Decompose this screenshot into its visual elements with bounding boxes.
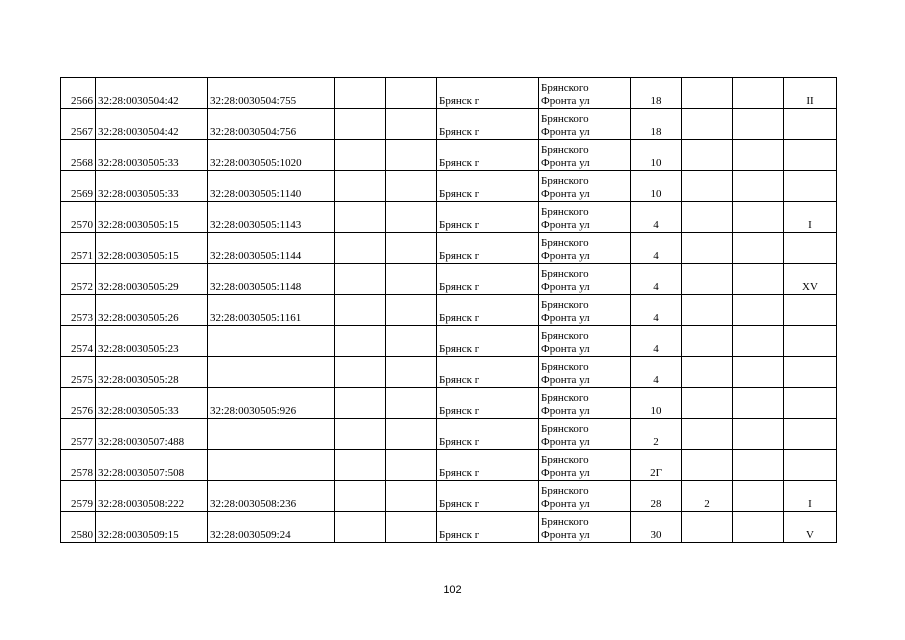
house-number-cell: 4 bbox=[631, 264, 682, 295]
street-line-2: Фронта ул bbox=[541, 281, 590, 293]
street-cell bbox=[539, 357, 631, 388]
letter-cell bbox=[784, 233, 837, 264]
street-line-2: Фронта ул bbox=[541, 498, 590, 510]
record-number-cell: 2566 bbox=[61, 78, 96, 109]
record-number-cell: 2575 bbox=[61, 357, 96, 388]
letter-cell bbox=[784, 450, 837, 481]
empty-cell bbox=[386, 109, 437, 140]
record-number-cell: 2579 bbox=[61, 481, 96, 512]
street-cell bbox=[539, 450, 631, 481]
empty-cell bbox=[386, 140, 437, 171]
street-cell bbox=[539, 295, 631, 326]
land-cadastral-number-cell: 32:28:0030505:33 bbox=[96, 388, 208, 419]
record-number-cell: 2580 bbox=[61, 512, 96, 543]
building-number-cell bbox=[682, 109, 733, 140]
building-number-cell bbox=[682, 295, 733, 326]
record-number-cell: 2567 bbox=[61, 109, 96, 140]
empty-cell bbox=[386, 512, 437, 543]
empty-cell bbox=[386, 357, 437, 388]
city-cell: Брянск г bbox=[437, 109, 539, 140]
building-cadastral-number-cell: 32:28:0030508:236 bbox=[208, 481, 335, 512]
city-cell: Брянск г bbox=[437, 140, 539, 171]
street-line-1: Брянского bbox=[541, 144, 589, 156]
land-cadastral-number-cell: 32:28:0030505:29 bbox=[96, 264, 208, 295]
letter-cell: II bbox=[784, 78, 837, 109]
empty-cell bbox=[733, 78, 784, 109]
empty-cell bbox=[335, 140, 386, 171]
record-number-cell: 2570 bbox=[61, 202, 96, 233]
letter-cell: I bbox=[784, 202, 837, 233]
street-line-2: Фронта ул bbox=[541, 405, 590, 417]
street-line-1: Брянского bbox=[541, 113, 589, 125]
land-cadastral-number-cell: 32:28:0030505:33 bbox=[96, 140, 208, 171]
street-line-2: Фронта ул bbox=[541, 374, 590, 386]
city-cell: Брянск г bbox=[437, 357, 539, 388]
table-row bbox=[61, 450, 837, 481]
empty-cell bbox=[335, 171, 386, 202]
empty-cell bbox=[733, 450, 784, 481]
land-cadastral-number-cell: 32:28:0030505:23 bbox=[96, 326, 208, 357]
record-number-cell: 2574 bbox=[61, 326, 96, 357]
house-number-cell: 10 bbox=[631, 388, 682, 419]
street-cell bbox=[539, 419, 631, 450]
record-number-cell: 2569 bbox=[61, 171, 96, 202]
street-cell bbox=[539, 264, 631, 295]
building-number-cell bbox=[682, 140, 733, 171]
building-number-cell bbox=[682, 78, 733, 109]
table-row bbox=[61, 481, 837, 512]
building-cadastral-number-cell: 32:28:0030505:1020 bbox=[208, 140, 335, 171]
land-cadastral-number-cell: 32:28:0030508:222 bbox=[96, 481, 208, 512]
street-line-2: Фронта ул bbox=[541, 467, 590, 479]
empty-cell bbox=[335, 450, 386, 481]
building-cadastral-number-cell: 32:28:0030505:926 bbox=[208, 388, 335, 419]
building-cadastral-number-cell bbox=[208, 326, 335, 357]
table-row bbox=[61, 264, 837, 295]
building-number-cell bbox=[682, 512, 733, 543]
letter-cell bbox=[784, 140, 837, 171]
empty-cell bbox=[335, 388, 386, 419]
city-cell: Брянск г bbox=[437, 419, 539, 450]
record-number-cell: 2568 bbox=[61, 140, 96, 171]
empty-cell bbox=[335, 233, 386, 264]
letter-cell bbox=[784, 171, 837, 202]
registry-table bbox=[60, 77, 837, 543]
empty-cell bbox=[733, 481, 784, 512]
street-line-2: Фронта ул bbox=[541, 529, 590, 541]
street-cell bbox=[539, 202, 631, 233]
record-number-cell: 2577 bbox=[61, 419, 96, 450]
empty-cell bbox=[335, 78, 386, 109]
land-cadastral-number-cell: 32:28:0030504:42 bbox=[96, 78, 208, 109]
city-cell: Брянск г bbox=[437, 450, 539, 481]
empty-cell bbox=[733, 388, 784, 419]
empty-cell bbox=[733, 233, 784, 264]
street-cell bbox=[539, 388, 631, 419]
table-row bbox=[61, 295, 837, 326]
building-cadastral-number-cell bbox=[208, 419, 335, 450]
letter-cell bbox=[784, 326, 837, 357]
street-line-1: Брянского bbox=[541, 423, 589, 435]
street-line-2: Фронта ул bbox=[541, 126, 590, 138]
house-number-cell: 4 bbox=[631, 295, 682, 326]
street-cell bbox=[539, 78, 631, 109]
letter-cell bbox=[784, 357, 837, 388]
street-line-2: Фронта ул bbox=[541, 157, 590, 169]
registry-body bbox=[61, 78, 837, 543]
empty-cell bbox=[386, 481, 437, 512]
city-cell: Брянск г bbox=[437, 481, 539, 512]
record-number-cell: 2576 bbox=[61, 388, 96, 419]
empty-cell bbox=[733, 419, 784, 450]
empty-cell bbox=[335, 481, 386, 512]
empty-cell bbox=[733, 326, 784, 357]
street-line-2: Фронта ул bbox=[541, 219, 590, 231]
empty-cell bbox=[386, 419, 437, 450]
city-cell: Брянск г bbox=[437, 202, 539, 233]
city-cell: Брянск г bbox=[437, 171, 539, 202]
building-number-cell bbox=[682, 326, 733, 357]
street-cell bbox=[539, 140, 631, 171]
empty-cell bbox=[386, 264, 437, 295]
city-cell: Брянск г bbox=[437, 78, 539, 109]
building-number-cell bbox=[682, 388, 733, 419]
record-number-cell: 2572 bbox=[61, 264, 96, 295]
empty-cell bbox=[733, 295, 784, 326]
street-cell bbox=[539, 512, 631, 543]
land-cadastral-number-cell: 32:28:0030505:26 bbox=[96, 295, 208, 326]
house-number-cell: 18 bbox=[631, 78, 682, 109]
house-number-cell: 4 bbox=[631, 202, 682, 233]
empty-cell bbox=[335, 295, 386, 326]
house-number-cell: 10 bbox=[631, 140, 682, 171]
letter-cell bbox=[784, 388, 837, 419]
table-row bbox=[61, 233, 837, 264]
street-cell bbox=[539, 109, 631, 140]
letter-cell bbox=[784, 109, 837, 140]
record-number-cell: 2573 bbox=[61, 295, 96, 326]
street-line-1: Брянского bbox=[541, 485, 589, 497]
street-line-1: Брянского bbox=[541, 206, 589, 218]
city-cell: Брянск г bbox=[437, 295, 539, 326]
street-line-2: Фронта ул bbox=[541, 343, 590, 355]
street-cell bbox=[539, 481, 631, 512]
table-row bbox=[61, 78, 837, 109]
land-cadastral-number-cell: 32:28:0030505:15 bbox=[96, 233, 208, 264]
building-cadastral-number-cell: 32:28:0030505:1161 bbox=[208, 295, 335, 326]
house-number-cell: 28 bbox=[631, 481, 682, 512]
empty-cell bbox=[335, 109, 386, 140]
street-line-2: Фронта ул bbox=[541, 188, 590, 200]
empty-cell bbox=[733, 109, 784, 140]
street-cell bbox=[539, 171, 631, 202]
empty-cell bbox=[733, 264, 784, 295]
building-number-cell bbox=[682, 419, 733, 450]
street-line-2: Фронта ул bbox=[541, 95, 590, 107]
building-number-cell bbox=[682, 202, 733, 233]
house-number-cell: 2 bbox=[631, 419, 682, 450]
empty-cell bbox=[335, 202, 386, 233]
empty-cell bbox=[335, 512, 386, 543]
record-number-cell: 2578 bbox=[61, 450, 96, 481]
empty-cell bbox=[386, 78, 437, 109]
letter-cell bbox=[784, 295, 837, 326]
empty-cell bbox=[733, 140, 784, 171]
empty-cell bbox=[335, 326, 386, 357]
table-row bbox=[61, 419, 837, 450]
building-number-cell: 2 bbox=[682, 481, 733, 512]
land-cadastral-number-cell: 32:28:0030505:15 bbox=[96, 202, 208, 233]
street-line-1: Брянского bbox=[541, 237, 589, 249]
land-cadastral-number-cell: 32:28:0030505:28 bbox=[96, 357, 208, 388]
building-cadastral-number-cell bbox=[208, 450, 335, 481]
building-cadastral-number-cell: 32:28:0030505:1148 bbox=[208, 264, 335, 295]
empty-cell bbox=[386, 326, 437, 357]
page-number: 102 bbox=[443, 584, 462, 596]
house-number-cell: 4 bbox=[631, 233, 682, 264]
land-cadastral-number-cell: 32:28:0030507:508 bbox=[96, 450, 208, 481]
house-number-cell: 18 bbox=[631, 109, 682, 140]
empty-cell bbox=[335, 357, 386, 388]
city-cell: Брянск г bbox=[437, 264, 539, 295]
street-line-1: Брянского bbox=[541, 454, 589, 466]
street-cell bbox=[539, 233, 631, 264]
empty-cell bbox=[733, 202, 784, 233]
house-number-cell: 10 bbox=[631, 171, 682, 202]
building-number-cell bbox=[682, 264, 733, 295]
empty-cell bbox=[335, 419, 386, 450]
street-line-2: Фронта ул bbox=[541, 436, 590, 448]
table-row bbox=[61, 171, 837, 202]
street-line-1: Брянского bbox=[541, 516, 589, 528]
empty-cell bbox=[386, 233, 437, 264]
house-number-cell: 4 bbox=[631, 326, 682, 357]
empty-cell bbox=[386, 202, 437, 233]
empty-cell bbox=[386, 295, 437, 326]
street-line-1: Брянского bbox=[541, 330, 589, 342]
street-line-1: Брянского bbox=[541, 299, 589, 311]
city-cell: Брянск г bbox=[437, 233, 539, 264]
empty-cell bbox=[733, 171, 784, 202]
street-line-1: Брянского bbox=[541, 392, 589, 404]
building-number-cell bbox=[682, 171, 733, 202]
building-cadastral-number-cell: 32:28:0030509:24 bbox=[208, 512, 335, 543]
land-cadastral-number-cell: 32:28:0030504:42 bbox=[96, 109, 208, 140]
street-line-1: Брянского bbox=[541, 361, 589, 373]
record-number-cell: 2571 bbox=[61, 233, 96, 264]
building-cadastral-number-cell bbox=[208, 357, 335, 388]
street-line-2: Фронта ул bbox=[541, 312, 590, 324]
building-cadastral-number-cell: 32:28:0030505:1144 bbox=[208, 233, 335, 264]
building-cadastral-number-cell: 32:28:0030505:1140 bbox=[208, 171, 335, 202]
city-cell: Брянск г bbox=[437, 388, 539, 419]
land-cadastral-number-cell: 32:28:0030505:33 bbox=[96, 171, 208, 202]
table-row bbox=[61, 512, 837, 543]
street-line-1: Брянского bbox=[541, 268, 589, 280]
street-line-2: Фронта ул bbox=[541, 250, 590, 262]
land-cadastral-number-cell: 32:28:0030509:15 bbox=[96, 512, 208, 543]
house-number-cell: 4 bbox=[631, 357, 682, 388]
building-number-cell bbox=[682, 450, 733, 481]
land-cadastral-number-cell: 32:28:0030507:488 bbox=[96, 419, 208, 450]
letter-cell: I bbox=[784, 481, 837, 512]
building-cadastral-number-cell: 32:28:0030504:755 bbox=[208, 78, 335, 109]
street-line-1: Брянского bbox=[541, 175, 589, 187]
table-row bbox=[61, 202, 837, 233]
letter-cell: V bbox=[784, 512, 837, 543]
table-row bbox=[61, 109, 837, 140]
city-cell: Брянск г bbox=[437, 326, 539, 357]
empty-cell bbox=[335, 264, 386, 295]
building-number-cell bbox=[682, 357, 733, 388]
house-number-cell: 2Г bbox=[631, 450, 682, 481]
building-cadastral-number-cell: 32:28:0030504:756 bbox=[208, 109, 335, 140]
letter-cell: XV bbox=[784, 264, 837, 295]
empty-cell bbox=[733, 512, 784, 543]
table-row bbox=[61, 388, 837, 419]
table-row bbox=[61, 140, 837, 171]
table-row bbox=[61, 357, 837, 388]
empty-cell bbox=[386, 450, 437, 481]
street-line-1: Брянского bbox=[541, 82, 589, 94]
letter-cell bbox=[784, 419, 837, 450]
building-cadastral-number-cell: 32:28:0030505:1143 bbox=[208, 202, 335, 233]
empty-cell bbox=[386, 171, 437, 202]
street-cell bbox=[539, 326, 631, 357]
house-number-cell: 30 bbox=[631, 512, 682, 543]
table-row bbox=[61, 326, 837, 357]
empty-cell bbox=[733, 357, 784, 388]
building-number-cell bbox=[682, 233, 733, 264]
city-cell: Брянск г bbox=[437, 512, 539, 543]
empty-cell bbox=[386, 388, 437, 419]
